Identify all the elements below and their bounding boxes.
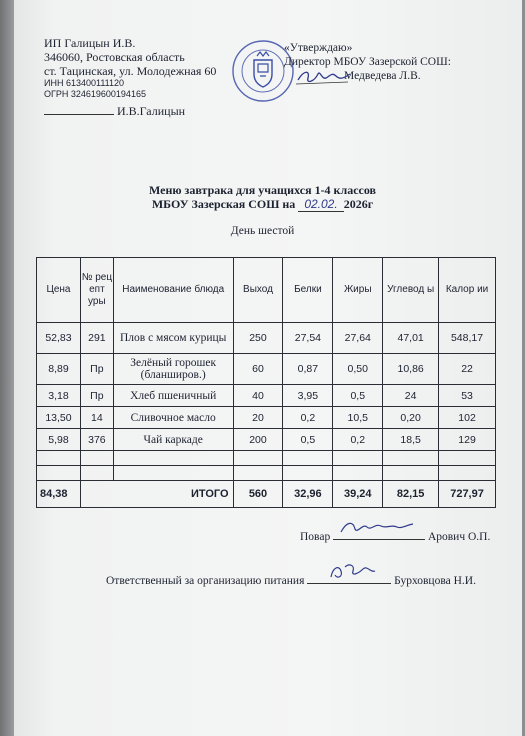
- director-signature: [296, 66, 352, 88]
- responsible-name: Бурховцова Н.И.: [394, 575, 476, 587]
- entrepreneur-signature-line: [44, 104, 216, 119]
- carbs-cell: 24: [383, 385, 439, 407]
- total-kcal: 727,97: [439, 481, 496, 508]
- carbs-cell: 0,20: [383, 407, 439, 429]
- price-cell: 13,50: [37, 407, 81, 429]
- responsible-signature: [307, 571, 391, 584]
- responsible-signature-line: [106, 571, 476, 587]
- director-position: Директор МБОУ Зазерской СОШ:: [284, 56, 451, 68]
- col-kcal: Калор ии: [439, 258, 496, 323]
- fat-cell: 0,5: [333, 385, 383, 407]
- approve-label: «Утверждаю»: [284, 42, 353, 54]
- kcal-cell: 22: [439, 354, 496, 385]
- dish-name-cell: Чай каркаде: [113, 429, 233, 451]
- total-price: 84,38: [37, 481, 81, 508]
- total-output: 560: [233, 481, 283, 508]
- photo-edge: [0, 0, 14, 736]
- menu-title: [0, 183, 525, 212]
- output-cell: 20: [233, 407, 283, 429]
- output-cell: 250: [233, 323, 283, 354]
- output-cell: 60: [233, 354, 283, 385]
- fat-cell: 10,5: [333, 407, 383, 429]
- col-protein: Белки: [283, 258, 333, 323]
- protein-cell: 0,87: [283, 354, 333, 385]
- col-dish-name: Наименование блюда: [113, 258, 233, 323]
- entrepreneur-name: ИП Галицын И.В.: [44, 36, 136, 50]
- total-label: ИТОГО: [80, 481, 233, 508]
- col-recipe: № рец епт уры: [80, 258, 113, 323]
- menu-title-line1: Меню завтрака для учащихся 1-4 классов: [148, 183, 377, 197]
- inn: ИНН 613400111120: [44, 78, 125, 88]
- menu-title-school: МБОУ Зазерская СОШ на: [151, 197, 296, 211]
- menu-year: 2026г: [343, 197, 374, 211]
- kcal-cell: 548,17: [439, 323, 496, 354]
- fat-cell: 0,50: [333, 354, 383, 385]
- price-cell: 52,83: [37, 323, 81, 354]
- table-header-row: [37, 258, 496, 323]
- kcal-cell: 53: [439, 385, 496, 407]
- header-left: [44, 36, 216, 119]
- cook-signature-line: [300, 527, 490, 543]
- col-price: Цена: [37, 258, 81, 323]
- table-row: [37, 429, 496, 451]
- price-cell: 8,89: [37, 354, 81, 385]
- protein-cell: 0,5: [283, 429, 333, 451]
- total-fat: 39,24: [333, 481, 383, 508]
- output-cell: 200: [233, 429, 283, 451]
- total-protein: 32,96: [283, 481, 333, 508]
- protein-cell: 27,54: [283, 323, 333, 354]
- table-row-empty: [37, 466, 496, 481]
- output-cell: 40: [233, 385, 283, 407]
- dish-name-cell: Сливочное масло: [113, 407, 233, 429]
- carbs-cell: 47,01: [383, 323, 439, 354]
- kcal-cell: 129: [439, 429, 496, 451]
- table-row: [37, 323, 496, 354]
- price-cell: 3,18: [37, 385, 81, 407]
- entrepreneur-sign-name: И.В.Галицын: [117, 104, 186, 118]
- table-row: [37, 354, 496, 385]
- dish-name-cell: Плов с мясом курицы: [113, 323, 233, 354]
- col-output: Выход: [233, 258, 283, 323]
- protein-cell: 0,2: [283, 407, 333, 429]
- col-carbs: Углевод ы: [383, 258, 439, 323]
- table-row: [37, 385, 496, 407]
- table-row-empty: [37, 451, 496, 466]
- recipe-cell: 376: [80, 429, 113, 451]
- dish-name-cell: Хлеб пшеничный: [113, 385, 233, 407]
- fat-cell: 27,64: [333, 323, 383, 354]
- col-fat: Жиры: [333, 258, 383, 323]
- day-label: День шестой: [230, 225, 295, 237]
- protein-cell: 3,95: [283, 385, 333, 407]
- recipe-cell: Пр: [80, 385, 113, 407]
- menu-table: [36, 257, 496, 508]
- director-name: Медведева Л.В.: [344, 70, 421, 82]
- carbs-cell: 10,86: [383, 354, 439, 385]
- carbs-cell: 18,5: [383, 429, 439, 451]
- total-carbs: 82,15: [383, 481, 439, 508]
- dish-name-cell: Зелёный горошек (бланширов.): [113, 354, 233, 385]
- recipe-cell: 291: [80, 323, 113, 354]
- cook-signature: [333, 527, 425, 540]
- address-line2: ст. Тацинская, ул. Молодежная 60: [44, 64, 217, 78]
- kcal-cell: 102: [439, 407, 496, 429]
- cook-label: Повар: [300, 531, 331, 543]
- responsible-label: Ответственный за организацию питания: [106, 575, 305, 587]
- recipe-cell: Пр: [80, 354, 113, 385]
- fat-cell: 0,2: [333, 429, 383, 451]
- address-line1: 346060, Ростовская область: [44, 50, 185, 64]
- price-cell: 5,98: [37, 429, 81, 451]
- menu-date: 02.02.: [298, 197, 343, 212]
- table-total-row: [37, 481, 496, 508]
- ogrn: ОГРН 324619600194165: [44, 89, 146, 99]
- table-row: [37, 407, 496, 429]
- recipe-cell: 14: [80, 407, 113, 429]
- cook-name: Арович О.П.: [427, 531, 491, 543]
